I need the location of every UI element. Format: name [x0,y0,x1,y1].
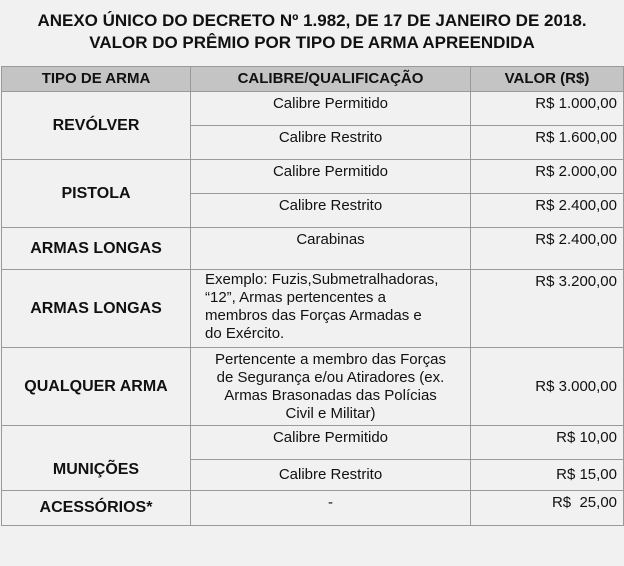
tipo-cell: MUNIÇÕES [2,426,191,491]
header-valor: VALOR (R$) [471,67,624,92]
valor-cell: R$ 1.000,00 [471,92,624,126]
table-row [2,426,624,460]
table-row [2,270,624,348]
valor-cell: R$ 10,00 [471,426,624,460]
title-line-2: VALOR DO PRÊMIO POR TIPO DE ARMA APREENDIDA [89,33,535,52]
tipo-cell: ARMAS LONGAS [2,228,191,270]
table-row [2,160,624,194]
document-title [0,0,624,54]
calibre-cell: Calibre Restrito [191,194,471,228]
calibre-cell: Carabinas [191,228,471,270]
calibre-line: Civil e Militar) [285,405,376,422]
table-row [2,92,624,126]
calibre-cell: Calibre Permitido [191,160,471,194]
valor-cell: R$ 15,00 [471,460,624,491]
title-line-1: ANEXO ÚNICO DO DECRETO Nº 1.982, DE 17 DE JANEIRO DE 2018. [37,11,587,30]
table-row [2,491,624,526]
tipo-cell: ACESSÓRIOS* [2,491,191,526]
valor-cell: R$ 1.600,00 [471,126,624,160]
calibre-cell: Calibre Permitido [191,426,471,460]
calibre-cell: Calibre Restrito [191,126,471,160]
calibre-cell [191,348,471,426]
header-row [2,67,624,92]
header-tipo: TIPO DE ARMA [2,67,191,92]
calibre-cell: Calibre Restrito [191,460,471,491]
calibre-line: membros das Forças Armadas e [205,307,422,324]
premium-table [1,66,624,526]
valor-cell: R$ 3.000,00 [471,348,624,426]
valor-cell: R$ 2.400,00 [471,228,624,270]
calibre-line: Exemplo: Fuzis,Submetralhadoras, [205,271,439,288]
calibre-line: Armas Brasonadas das Polícias [224,387,437,404]
header-calibre: CALIBRE/QUALIFICAÇÃO [191,67,471,92]
calibre-line: “12”, Armas pertencentes a [205,289,386,306]
calibre-line: de Segurança e/ou Atiradores (ex. [216,369,445,386]
calibre-cell [191,270,471,348]
tipo-cell: ARMAS LONGAS [2,270,191,348]
table-row [2,228,624,270]
valor-cell: R$ 2.400,00 [471,194,624,228]
tipo-cell: REVÓLVER [2,92,191,160]
calibre-line: do Exército. [205,325,285,342]
valor-cell: R$ 3.200,00 [471,270,624,348]
table-row [2,348,624,426]
valor-cell: R$ 25,00 [471,491,624,526]
calibre-cell: Calibre Permitido [191,92,471,126]
valor-cell: R$ 2.000,00 [471,160,624,194]
calibre-line: Pertencente a membro das Forças [215,351,446,368]
tipo-cell: QUALQUER ARMA [2,348,191,426]
calibre-cell: - [191,491,471,526]
tipo-cell: PISTOLA [2,160,191,228]
